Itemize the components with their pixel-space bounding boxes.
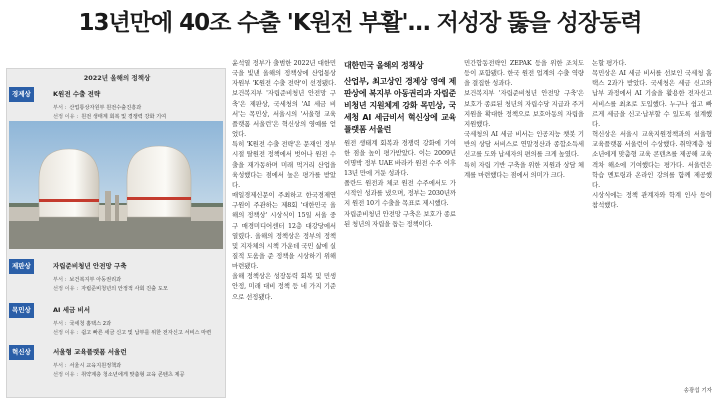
- section-mokmin: [9, 303, 225, 341]
- article-column-2: [344, 58, 456, 392]
- article-paragraph: 목민상은 AI 세금 비서를 선보인 국세청 홈택스 2과가 받았다. 국세청은 세금 신고와 납부 과정에서 AI 기술을 활용한 전자신고 서비스를 최초로 도입했다. 누구나 쉽고 빠르게 세금을 신고·납부할 수 있도록 설계했다.: [592, 69, 712, 128]
- nuclear-plant-photo: [9, 121, 223, 249]
- article-paragraph: 민간합동전략인 ZEPAK 등을 위한 조치도 등이 포함됐다. 한국 원전 업계의 수출 역량을 결집한 성과다.: [464, 59, 584, 88]
- detail-reason: 선정 이유 : 자립준비청년의 안정적 사회 진출 도모: [53, 286, 168, 292]
- article-paragraph: 특히 자립 기반 구축을 위한 지원과 상담 체계를 마련했다는 점에서 의미가 크다.: [464, 160, 584, 179]
- award-title: 자립준비청년 안전망 구축: [53, 262, 127, 270]
- detail-dept: 부서 : 서울시 교육지원정책과: [53, 363, 122, 369]
- article-paragraph: 국세청의 AI 세금 비서는 인공지능 챗봇 기반의 상담 서비스로 연말정산과 종합소득세 신고를 도와 납세자의 편의를 크게 높였다.: [464, 130, 584, 159]
- award-tag: 혁신상: [9, 345, 34, 360]
- section-subhead: 대한민국 올해의 정책상: [344, 61, 424, 70]
- award-tag: 제판상: [9, 259, 34, 274]
- article-paragraph: 시상식에는 정책 관계자와 학계 인사 등이 참석했다.: [592, 191, 712, 210]
- detail-reason: 선정 이유 : 취약계층 청소년에게 맞춤형 교육 콘텐츠 제공: [53, 372, 185, 378]
- detail-reason: 선정 이유 : 원전 생태계 회복 및 경쟁력 강화 기여: [53, 114, 167, 120]
- byline: 송광섭 기자: [683, 388, 712, 394]
- article-paragraph: 원전 생태계 회복과 경쟁력 강화에 기여한 점을 높이 평가받았다. 이는 2009년 이명박 정부 UAE 바라카 원전 수주 이후 13년 만에 거둔 성과다.: [344, 138, 456, 177]
- summary-lead: 산업부, 최고상인 경제상 영예 제판상에 복지부 아동권리과 자립준비청년 지원체계 강화 목민상, 국세청 AI 세금비서 혁신상에 교육플랫폼 서울런: [344, 76, 456, 134]
- detail-reason: 선정 이유 : 쉽고 빠른 세금 신고 및 납부를 위한 전자신고 서비스 마련: [53, 330, 212, 336]
- award-title: 서울형 교육플랫폼 서울런: [53, 348, 127, 356]
- article-column-4: [592, 58, 712, 384]
- article-paragraph: 혁신상은 서울시 교육지원정책과의 서울형 교육플랫폼 서울런이 수상했다. 취약계층 청소년에게 맞춤형 교육 콘텐츠를 제공해 교육 격차 해소에 기여했다는 평가다. 서울런은 학습 멘토링과 온라인 강의를 함께 제공했다.: [592, 130, 712, 189]
- infobox-title: 2022년 올해의 정책상: [83, 74, 151, 82]
- detail-dept: 부서 : 산업통상자원부 원전수출진흥과: [53, 105, 142, 111]
- article-paragraph: 올해 정책상은 성장동력 회복 및 민생 안정, 미래 대비 정책 등 네 가지 기준으로 선정됐다.: [232, 272, 336, 301]
- award-tag: 목민상: [9, 303, 34, 318]
- section-judiciary: [9, 259, 225, 297]
- article-paragraph: 자립준비청년 안전망 구축은 보호가 종료된 청년의 자립을 돕는 정책이다.: [344, 209, 456, 228]
- award-title: K원전 수출 전략: [53, 90, 101, 98]
- headline: 13년만에 40조 수출 'K원전 부활'… 저성장 뚫을 성장동력: [78, 10, 642, 36]
- article-column-3: [464, 58, 584, 392]
- article-paragraph: 특히 'K원전 수출 전략'은 문재인 정부 시절 탈원전 정책에서 벗어나 원전 수출을 재가동하며 미래 먹거리 산업을 육성했다는 점에서 높은 평가를 받았다.: [232, 140, 336, 189]
- article-paragraph: 논할 평가다.: [592, 59, 627, 67]
- article-paragraph: 폴란드 원전과 체코 원전 수주에서도 가시적인 성과를 냈으며, 정부는 2030년까지 원전 10기 수출을 목표로 제시했다.: [344, 179, 456, 208]
- article-paragraph: 윤석열 정부가 출범한 2022년 대한민국을 빛낸 올해의 정책상에 산업통상자원부 'K원전 수출 전략'이 선정됐다. 보건복지부 '자립준비청년 안전망 구축'은 제판상, 국세청의 'AI 세금 비서'는 목민상, 서울시의 '서울형 교육플랫폼 서울런'은 혁신상의 영예를 얻었다.: [232, 59, 336, 139]
- policy-award-infobox: [6, 68, 226, 398]
- detail-dept: 부서 : 보건복지부 아동권리과: [53, 277, 122, 283]
- article-column-1: [232, 58, 336, 392]
- section-innovation: [9, 345, 225, 385]
- article-paragraph: 보건복지부 '자립준비청년 안전망 구축'은 보호가 종료된 청년의 자립수당 지급과 주거 지원을 확대한 정책으로 보호아동의 자립을 지원했다.: [464, 89, 584, 128]
- award-tag: 경제상: [9, 87, 34, 102]
- award-title: AI 세금 비서: [53, 306, 91, 314]
- article-paragraph: 매일경제신문이 주최하고 한국경제연구원이 주관하는 제8회 '대한민국 올해의 정책상' 시상식이 15일 서울 중구 매경미디어센터 12층 대강당에서 열렸다. 올해의 정책상은 정부의 정책 및 지자체의 시책 가운데 국민 삶에 실질적 도움을 준 정책을 시상하기 위해 마련됐다.: [232, 191, 336, 271]
- detail-dept: 부서 : 국세청 홈택스 2과: [53, 321, 112, 327]
- nuclear-plant-illustration: [9, 121, 223, 249]
